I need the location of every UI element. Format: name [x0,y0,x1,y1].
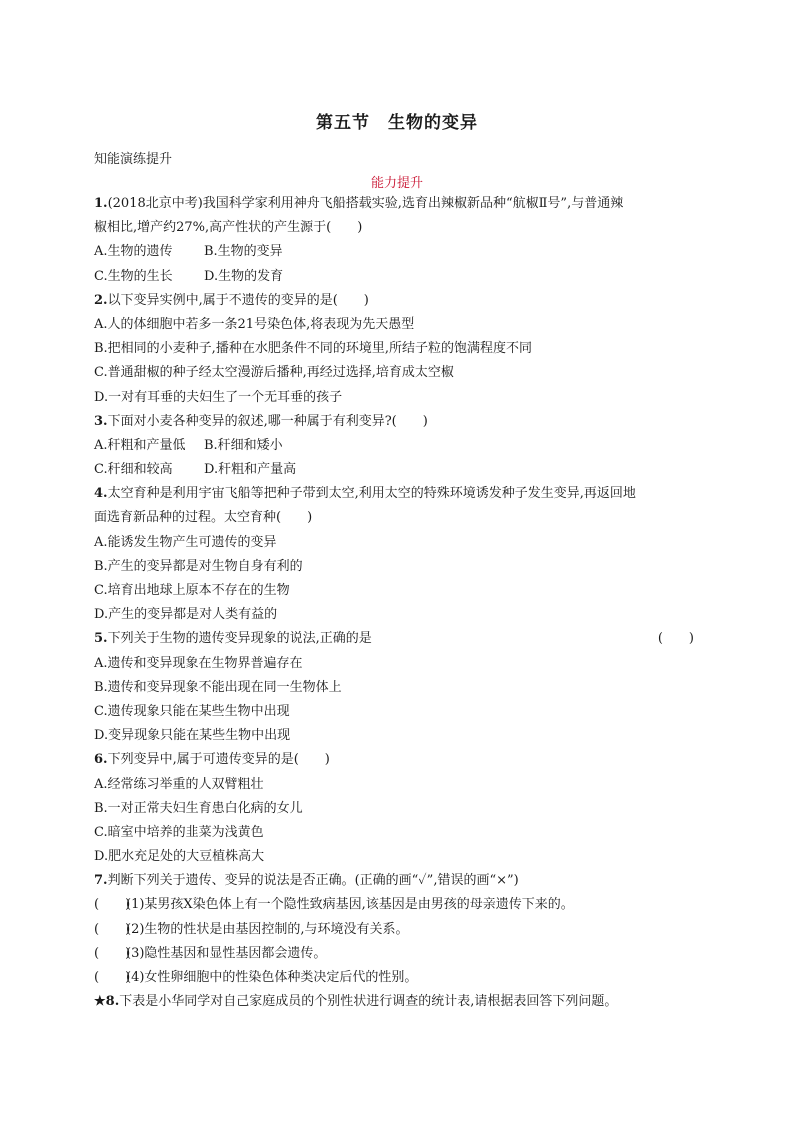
question-8-stem [94,990,700,1014]
answer-blank: ( ) [657,631,694,647]
answer-blank: ( ) [94,970,131,985]
judgement-text: (1)某男孩X染色体上有一个隐性致病基因,该基因是由男孩的母亲遗传下来的。 [126,897,574,913]
question-text: 下列变异中,属于可遗传变异的是( ) [107,752,330,768]
option-c: C.暗室中培养的韭菜为浅黄色 [94,824,264,840]
option-b: B.秆细和矮小 [204,437,283,453]
question-text: 以下变异实例中,属于不遗传的变异的是( ) [107,292,369,308]
option-c: C.普通甜椒的种子经太空漫游后播种,再经过选择,培育成太空椒 [94,365,454,381]
question-number: 6. [94,752,108,768]
question-text: 下面对小麦各种变异的叙述,哪一种属于有利变异?( ) [107,413,428,429]
option-row [94,458,700,482]
question-4-line-1 [94,482,700,506]
option-d: D.秆粗和产量高 [204,462,297,478]
option-b: B.一对正常夫妇生育患白化病的女儿 [94,800,303,816]
question-text: 下列关于生物的遗传变异现象的说法,正确的是 [107,631,372,647]
subhead: 知能演练提升 [94,152,173,167]
question-text: 下表是小华同学对自己家庭成员的个别性状进行调查的统计表,请根据表回答下列问题。 [119,994,618,1010]
judgement-item [94,918,700,942]
answer-blank: ( ) [94,945,131,961]
question-number: 3. [94,413,108,429]
question-number: ★8. [94,994,120,1010]
option-b: B.遗传和变异现象不能出现在同一生物体上 [94,679,342,695]
option-a: A.经常练习举重的人双臂粗壮 [94,776,264,792]
question-1-line-1 [94,192,700,216]
page-title: 第五节 生物的变异 [316,113,478,133]
question-7-stem [94,869,700,893]
option-a: A.秆粗和产量低 [94,437,186,453]
judgement-text: (2)生物的性状是由基因控制的,与环境没有关系。 [126,921,409,937]
question-6-stem [94,748,700,772]
option-d: D.产生的变异都是对人类有益的 [94,607,278,623]
option-b: B.把相同的小麦种子,播种在水肥条件不同的环境里,所结子粒的饱满程度不同 [94,341,532,357]
question-number: 7. [94,873,108,889]
question-number: 2. [94,292,108,308]
question-4-line-2: 面选育新品种的过程。太空育种( ) [94,510,313,526]
option-a: A.能诱发生物产生可遗传的变异 [94,534,277,550]
option-c: C.遗传现象只能在某些生物中出现 [94,703,290,719]
option-row [94,240,700,264]
question-text: (2018北京中考)我国科学家利用神舟飞船搭载实验,选育出辣椒新品种“航椒Ⅱ号”,与普通辣 [107,196,624,211]
judgement-item [94,966,700,990]
option-d: D.肥水充足处的大豆植株高大 [94,849,265,865]
option-d: D.一对有耳垂的夫妇生了一个无耳垂的孩子 [94,389,343,405]
answer-blank: ( ) [94,897,131,913]
option-c: C.培育出地球上原本不存在的生物 [94,583,290,598]
section-heading: 能力提升 [370,176,423,191]
question-1-line-2: 椒相比,增产约27%,高产性状的产生源于( ) [94,220,363,236]
option-d: D.生物的发育 [204,268,284,284]
question-text: 太空育种是利用宇宙飞船等把种子带到太空,利用太空的特殊环境诱发种子发生变异,再返回地 [107,486,636,502]
question-3-stem [94,410,700,434]
question-list [94,192,700,1014]
judgement-text: (4)女性卵细胞中的性染色体种类决定后代的性别。 [126,970,418,985]
answer-blank: ( ) [94,921,131,937]
judgement-item [94,942,700,966]
option-b: B.产生的变异都是对生物自身有利的 [94,558,303,574]
question-5-stem [94,627,700,651]
question-text: 判断下列关于遗传、变异的说法是否正确。(正确的画“✓”,错误的画“×”) [107,873,519,889]
option-row [94,265,700,289]
option-c: C.秆细和较高 [94,462,173,478]
question-number: 1. [94,196,108,211]
option-a: A.人的体细胞中若多一条21号染色体,将表现为先天愚型 [94,316,415,332]
option-a: A.生物的遗传 [94,244,173,260]
judgement-item [94,893,700,917]
option-d: D.变异现象只能在某些生物中出现 [94,728,291,744]
question-number: 4. [94,486,108,502]
judgement-text: (3)隐性基因和显性基因都会遗传。 [126,945,327,961]
question-number: 5. [94,631,108,647]
option-row [94,434,700,458]
option-b: B.生物的变异 [204,244,283,260]
option-c: C.生物的生长 [94,268,173,284]
option-a: A.遗传和变异现象在生物界普遍存在 [94,655,303,671]
question-2-stem [94,289,700,313]
